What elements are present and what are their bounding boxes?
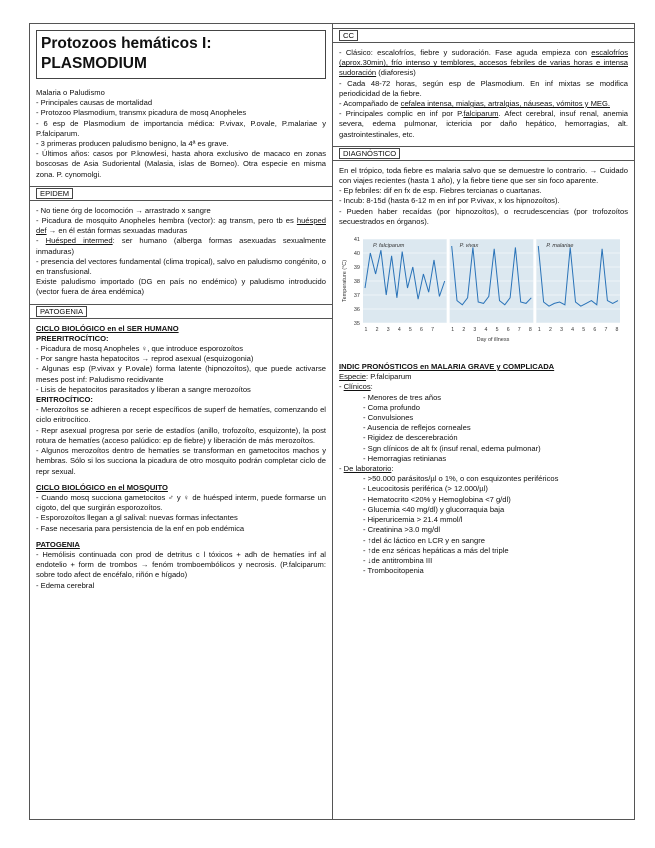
intro-heading: Malaria o Paludismo xyxy=(36,88,105,97)
ciclo-humano-heading: CICLO BIOLÓGICO en el SER HUMANO xyxy=(36,323,179,333)
clin-item: - Menores de tres años xyxy=(363,392,442,402)
clin-item: - Ausencia de reflejos corneales xyxy=(363,423,471,433)
epidem-line xyxy=(36,236,326,256)
x-tick-label: 7 xyxy=(517,327,521,334)
epidem-text: - Picadura de mosquito Anopheles hembra (vector): ag transm, pero tb es xyxy=(36,216,297,226)
especie-label: Especie xyxy=(339,372,367,382)
x-tick-label: 2 xyxy=(462,327,466,334)
clinicos-label: Clínicos xyxy=(343,382,371,392)
intro-line: - Últimos años: casos por P.knowlesi, hasta ahora exclusivo de macaco en zonas boscosas de Asia Sudoriental (Malasia, islas de Borneo). Otra especie en misma zona. P. cynomolgi. xyxy=(36,149,326,179)
cc-text: - Acompañado de xyxy=(339,99,401,109)
lab-item: - Glucemia <40 mg/dl) y glucorraquia baja xyxy=(363,504,505,514)
cc-text: . Afect cerebral, insuf renal, anemia severa, edema pulmonar, ictericia por daño hepático, hemorragias, alt. gastrointestinales, etc. xyxy=(339,109,628,139)
epidem-underlined: huésped def xyxy=(36,216,326,236)
cc-text: - Principales complic en inf por P. xyxy=(339,109,464,119)
x-tick-label: 1 xyxy=(537,327,541,334)
cc-underlined: falciparum xyxy=(463,109,499,119)
cc-text: - Clásico: escalofríos, fiebre y sudoración. Fase aguda empieza con xyxy=(339,48,592,57)
clinicos-label-line: - Clínicos: xyxy=(339,382,373,392)
patogenia-subheading: PATOGENIA xyxy=(36,539,80,549)
x-tick-label: 3 xyxy=(386,327,390,334)
lab-item: - Leucocitosis periférica (> 12.000/µl) xyxy=(363,484,488,494)
indic-heading: INDIC PRONÓSTICOS en MALARIA GRAVE y COMPLICADA xyxy=(339,362,555,372)
mos-line: - Cuando mosq succiona gametocitos ♂ y ♀ de huésped interm, puede formarse un cigoto, del que surgirán esporozoítos. xyxy=(36,492,326,513)
pre-line: - Lisis de hepatocitos parasitados y liberan a sangre merozoítos xyxy=(36,384,251,394)
x-tick-label: 8 xyxy=(615,327,619,334)
x-tick-label: 1 xyxy=(364,327,368,334)
indic-section xyxy=(339,362,628,576)
preeritrocitico-heading: PREERITROCÍTICO: xyxy=(36,333,109,343)
lab-item: - >50.000 parásitos/µl o 1%, o con esquizontes periféricos xyxy=(363,474,559,484)
clin-item: - Rigidez de descerebración xyxy=(363,433,458,443)
right-column xyxy=(333,24,634,819)
x-tick-label: 5 xyxy=(582,327,586,334)
y-tick-label: 38 xyxy=(353,279,360,286)
x-tick-label: 4 xyxy=(571,327,575,334)
lab-label-line: - De laboratorio: xyxy=(339,464,394,474)
epidem-line: - presencia del vectores fundamental (clima tropical), salvo en paludismo congénito, o en transfusional. xyxy=(36,256,326,277)
cc-line xyxy=(339,109,628,140)
patogenia-tag: PATOGENIA xyxy=(36,306,87,317)
x-tick-label: 8 xyxy=(528,327,532,334)
lab-item: - Creatinina >3.0 mg/dl xyxy=(363,525,441,535)
intro-line: - Protozoo Plasmodium, transmx picadura de mosq Anopheles xyxy=(36,108,247,118)
epidem-line: - No tiene órg de locomoción → arrastrado x sangre xyxy=(36,205,211,215)
x-tick-label: 3 xyxy=(473,327,477,334)
title-line-1: Protozoos hemáticos I: xyxy=(41,35,212,52)
lab-item: - Hematocrito <20% y Hemoglobina <7 g/dl) xyxy=(363,494,511,504)
x-tick-label: 2 xyxy=(548,327,552,334)
cc-underlined: cefalea intensa, mialgias, artralgias, náuseas, vómitos y MEG. xyxy=(400,99,610,109)
fever-chart xyxy=(339,233,628,358)
epidem-text: → en él están formas sexuadas maduras xyxy=(46,226,188,236)
cc-band xyxy=(333,28,634,43)
lab-item: - ↑del ác láctico en LCR y en sangre xyxy=(363,535,485,545)
diag-line: En el trópico, toda fiebre es malaria salvo que se demuestre lo contrario. → Cuidado con viajes recientes (hasta 1 año), y la fiebre tiene que ser sin foco aparente. xyxy=(339,165,628,186)
series-label: P. vivax xyxy=(459,243,479,250)
y-tick-label: 40 xyxy=(353,251,360,258)
x-tick-label: 7 xyxy=(604,327,608,334)
x-tick-label: 7 xyxy=(431,327,435,334)
x-tick-label: 6 xyxy=(420,327,423,334)
epidem-text: : ser humano (alberga formas asexuadas sexualmente inmaduras) xyxy=(36,236,326,256)
diag-band xyxy=(333,146,634,161)
epidem-tag: EPIDEM xyxy=(36,188,73,199)
lab-label: De laboratorio xyxy=(343,464,392,474)
clin-item: - Coma profundo xyxy=(363,402,420,412)
pre-line: - Picadura de mosq Anopheles ♀, que introduce esporozoítos xyxy=(36,344,244,354)
intro-line: - Principales causas de mortalidad xyxy=(36,98,153,108)
lab-item: - ↓de antitrombina III xyxy=(363,555,433,565)
diag-line: - Pueden haber recaídas (por hipnozoítos), o recrudescencias (por trofozoítos secuestrados en órganos). xyxy=(339,206,628,226)
pre-line: - Algunas esp (P.vivax y P.ovale) forma latente (hipnozoítos), que puede activarse meses post inf: Paludismo recidivante xyxy=(36,364,326,384)
pat-line: - Edema cerebral xyxy=(36,580,95,590)
lab-item: - Trombocitopenia xyxy=(363,566,424,576)
series-label: P. malariae xyxy=(546,243,574,250)
clin-item: - Sgn clínicos de alt fx (insuf renal, edema pulmonar) xyxy=(363,443,541,453)
mos-line: - Fase necesaria para persistencia de la enf en pob endémica xyxy=(36,523,245,533)
eritrocitico-heading: ERITROCÍTICO: xyxy=(36,395,93,405)
x-tick-label: 1 xyxy=(451,327,455,334)
diag-line: - Incub: 8-15d (hasta 6-12 m en inf por P.vivax, x los hipnozoítos). xyxy=(339,196,560,206)
cc-line: - Cada 48-72 horas, según esp de Plasmodium. En inf mixtas se modifica periodicidad de la fiebre. xyxy=(339,78,628,98)
clin-item: - Hemorragias retinianas xyxy=(363,453,447,463)
y-tick-label: 39 xyxy=(353,265,360,272)
y-tick-label: 41 xyxy=(353,237,360,244)
page-frame xyxy=(29,23,635,820)
x-tick-label: 4 xyxy=(484,327,488,334)
title-box xyxy=(36,30,326,79)
cc-section xyxy=(339,48,628,140)
epidem-text: - xyxy=(36,236,46,246)
ciclo-mosquito-heading: CICLO BIOLÓGICO en el MOSQUITO xyxy=(36,482,168,492)
intro-section xyxy=(36,88,326,180)
x-axis-label: Day of illness xyxy=(476,337,510,344)
x-tick-label: 6 xyxy=(593,327,597,334)
mos-line: - Esporozoítos llegan a gl salival: nuevas formas infectantes xyxy=(36,513,238,523)
epidem-section xyxy=(36,206,326,298)
eri-line: - Algunos merozoítos dentro de hematíes se transforman en gametocitos machos y hembras. Sólo si los succiona la picadura de otro mosquito podrán completar ciclo de repr sexual. xyxy=(36,446,326,476)
x-tick-label: 3 xyxy=(560,327,563,334)
y-axis-label: Temperature (°C) xyxy=(342,259,348,303)
epidem-line xyxy=(36,216,326,236)
diag-section xyxy=(339,166,628,227)
diag-tag: DIAGNÓSTICO xyxy=(339,148,400,159)
series-label: P. falciparum xyxy=(373,243,405,250)
lab-item: - Hiperuricemia > 21.4 mmol/l xyxy=(363,515,463,525)
cc-tag: CC xyxy=(339,30,358,41)
y-tick-label: 35 xyxy=(353,321,360,328)
x-tick-label: 2 xyxy=(375,327,379,334)
eri-line: - Repr asexual progresa por serie de estadíos (anillo, trofozoíto, esquizonte), la post rotura de hematíes (acceso palúdico: ep de fiebre) y liberación de más merozoítos. xyxy=(36,425,326,445)
fever-chart-svg xyxy=(339,233,628,353)
cc-line xyxy=(339,99,628,109)
epidem-band xyxy=(30,186,332,201)
pat-line: - Hemólisis continuada con prod de detritus c l tóxicos + adh de hematíes inf al endotelio + form de trombos → fenóm tromboembólicos y necrosis. (P.falciparum: sobre todo afect de encéfalo, riñón e hígado) xyxy=(36,549,326,580)
especie-value: : P.falciparum xyxy=(366,372,412,382)
lab-item: - ↑de enz séricas hepáticas a más del triple xyxy=(363,545,509,555)
intro-line: - 3 primeras producen paludismo benigno, la 4ª es grave. xyxy=(36,139,229,149)
x-tick-label: 4 xyxy=(397,327,401,334)
patogenia-band xyxy=(30,304,332,319)
lab-colon: : xyxy=(391,464,394,474)
intro-line: - 6 esp de Plasmodium de importancia médica: P.vivax, P.ovale, P.malariae y P.falciparum. xyxy=(36,118,326,138)
diag-line: - Ep febriles: dif en fx de esp. Fiebres tercianas o cuartanas. xyxy=(339,186,542,196)
cc-line xyxy=(339,48,628,79)
x-tick-label: 5 xyxy=(408,327,412,334)
cc-underlined: escalofríos (aprox.30min), frío intenso y temblores, accesos febriles de varias horas e intensa sudoración xyxy=(339,48,628,78)
eri-line: - Merozoítos se adhieren a recept específicos de superf de hematíes, comenzando el ciclo eritrocítico. xyxy=(36,405,326,425)
y-tick-label: 36 xyxy=(353,307,360,314)
y-tick-label: 37 xyxy=(353,293,360,300)
patogenia-section xyxy=(36,324,326,591)
title-line-2: PLASMODIUM xyxy=(41,55,147,72)
left-column xyxy=(30,24,333,819)
pre-line: - Por sangre hasta hepatocitos → reprod asexual (esquizogonia) xyxy=(36,354,254,364)
x-tick-label: 5 xyxy=(495,327,499,334)
epidem-underlined: Huésped intermed xyxy=(45,236,113,246)
epidem-line: Existe paludismo importado (DG en país no endémico) y paludismo introducido (vector fuera de área endémica) xyxy=(36,277,326,297)
x-tick-label: 6 xyxy=(506,327,510,334)
especie-line xyxy=(339,372,628,382)
cc-text: (diaforesis) xyxy=(376,68,416,78)
clin-item: - Convulsiones xyxy=(363,413,414,423)
clinicos-colon: : xyxy=(370,382,373,392)
